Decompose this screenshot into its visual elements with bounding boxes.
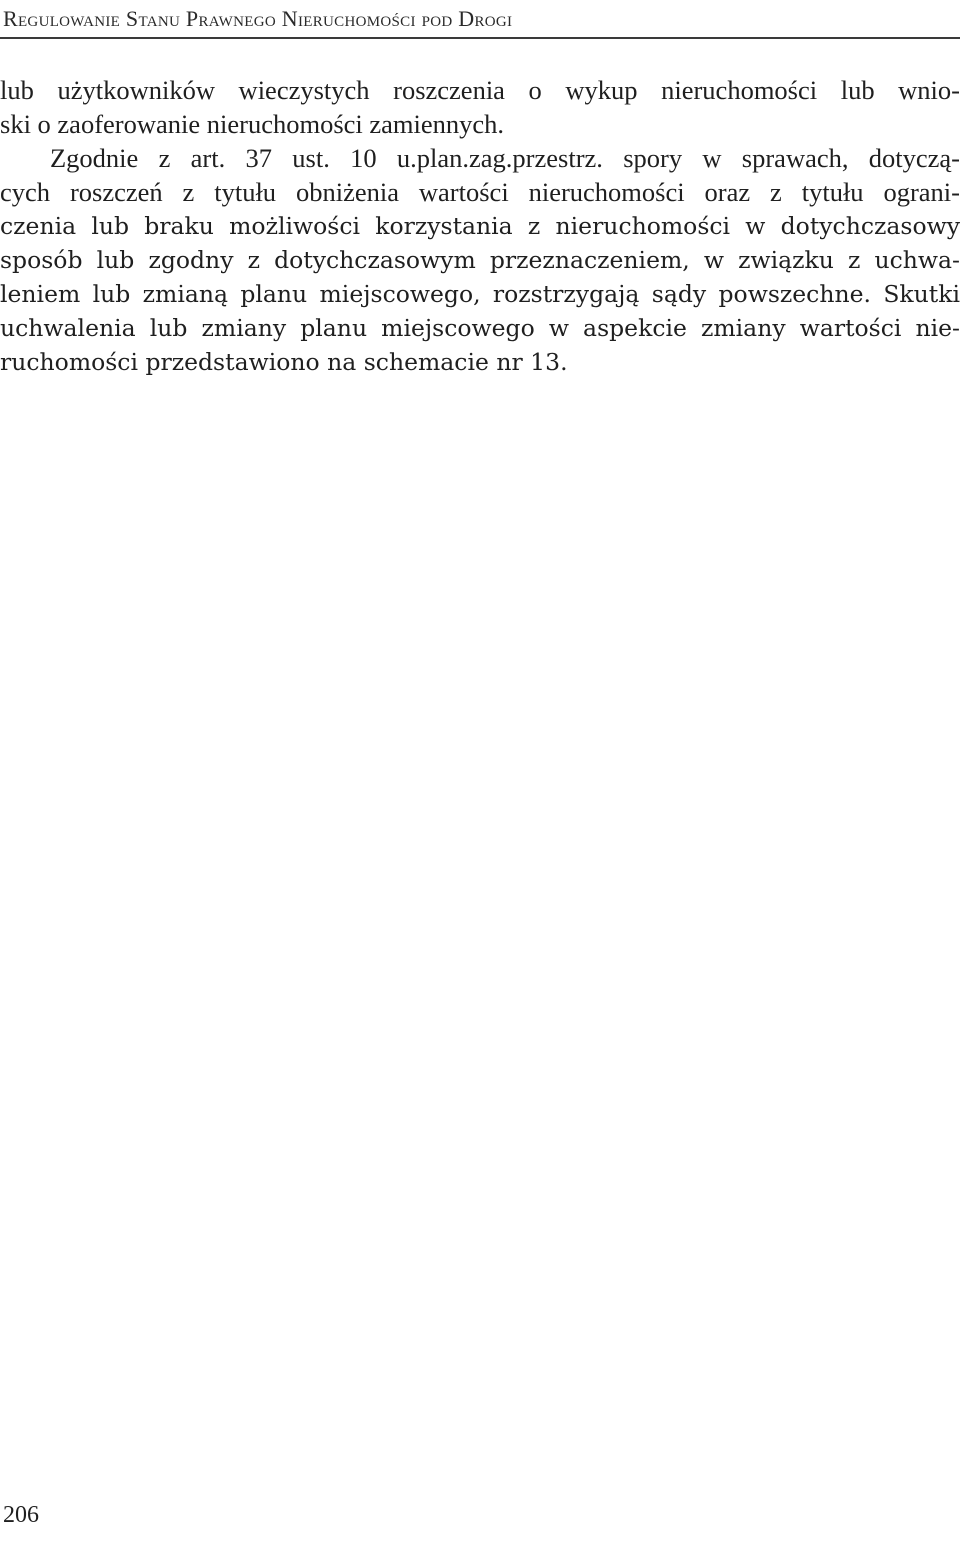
paragraph-2-line-7: ruchomości przedstawiono na schemacie nr 13. — [0, 348, 568, 376]
running-head-title: Regulowanie Stanu Prawnego Nieruchomości pod Drogi — [3, 6, 513, 31]
paragraph-2-line-4: sposób lub zgodny z dotychczasowym przeznaczeniem, w związku z uchwa- — [0, 246, 960, 274]
paragraph-1-line-2: ski o zaoferowanie nieruchomości zamiennych. — [0, 109, 505, 139]
page-number: 206 — [3, 1502, 39, 1528]
body-text — [0, 73, 960, 379]
paragraph-2-line-5: leniem lub zmianą planu miejscowego, rozstrzygają sądy powszechne. Skutki — [0, 280, 960, 308]
paragraph-2-line-6: uchwalenia lub zmiany planu miejscowego w aspekcie zmiany wartości nie- — [0, 314, 960, 342]
header-rule — [0, 37, 960, 39]
paragraph-2-line-2: cych roszczeń z tytułu obniżenia wartości nieruchomości oraz z tytułu ograni- — [0, 177, 960, 207]
paragraph-1-line-1: lub użytkowników wieczystych roszczenia o wykup nieruchomości lub wnio- — [0, 75, 960, 105]
paragraph-2-line-3: czenia lub braku możliwości korzystania z nieruchomości w dotychczasowy — [0, 212, 960, 240]
paragraph-2-line-1: Zgodnie z art. 37 ust. 10 u.plan.zag.przestrz. spory w sprawach, dotyczą- — [50, 143, 960, 173]
